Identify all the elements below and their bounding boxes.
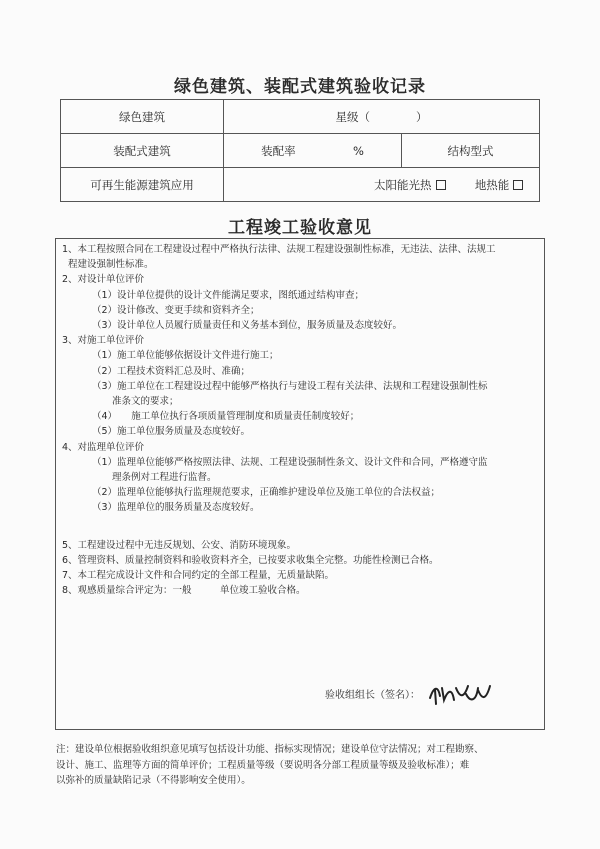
opinion-content: [62, 242, 538, 598]
list-item: （2）设计修改、变更手续和资料齐全；: [92, 304, 260, 316]
solar-thermal-label: 太阳能光热: [374, 177, 432, 192]
list-item: （1）施工单位能够依据设计文件进行施工；: [92, 350, 279, 362]
list-item: 3、对施工单位评价: [62, 335, 145, 347]
record-title: 绿色建筑、装配式建筑验收记录: [174, 77, 426, 97]
renewable-options-cell: [224, 168, 540, 202]
signature-line: [325, 680, 496, 706]
list-item: 6、管理资料、质量控制资料和验收资料齐全，已按要求收集全完整。功能性检测已合格。: [62, 554, 439, 566]
solar-thermal-checkbox: [436, 180, 446, 190]
list-item: 4、对监理单位评价: [62, 441, 145, 453]
list-item: （2）监理单位能够执行监理规范要求，正确维护建设单位及施工单位的合法权益；: [92, 487, 441, 499]
signature-label: 验收组组长（签名）：: [325, 689, 420, 701]
list-item: 理条例对工程进行监督。: [112, 472, 217, 484]
list-item: 8、观感质量综合评定为：一般 单位竣工验收合格。: [62, 585, 306, 597]
list-item: 1、本工程按照合同在工程建设过程中严格执行法律、法规工程建设强制性标准，无违法、法律、法规工: [62, 244, 496, 255]
list-item: （3）设计单位人员履行质量责任和义务基本到位，服务质量及态度较好。: [92, 320, 403, 332]
star-level-cell: 星级（ ）: [224, 100, 540, 134]
list-item: 准条文的要求；: [112, 396, 179, 408]
green-building-label: 绿色建筑: [61, 100, 224, 134]
footnote-line: 注：建设单位根据验收组织意见填写包括设计功能、指标实现情况；建设单位守法情况；对工程勘察、: [56, 744, 484, 755]
prefab-rate-unit: %: [352, 143, 364, 158]
list-item: （1）监理单位能够严格按照法律、法规、工程建设强制性条文、设计文件和合同，严格遵守监: [92, 456, 488, 468]
table-row: [61, 168, 540, 202]
table-row: [61, 134, 540, 168]
footnote-line: 以弥补的质量缺陷记录（不得影响安全使用）。: [56, 775, 251, 786]
list-item: 7、本工程完成设计文件和合同约定的全部工程量，无质量缺陷。: [62, 570, 335, 582]
prefab-rate-label: 装配率: [261, 143, 296, 158]
geothermal-label: 地热能: [474, 177, 510, 192]
list-item: 5、工程建设过程中无违反规划、公安、消防环境现象。: [62, 539, 297, 551]
handwritten-signature: [426, 680, 496, 706]
list-item: （2）工程技术资料汇总及时、准确；: [92, 365, 251, 377]
renewable-energy-label: 可再生能源建筑应用: [61, 168, 224, 202]
list-item: （5）施工单位服务质量及态度较好。: [92, 426, 251, 438]
section-title: 工程竣工验收意见: [228, 218, 372, 238]
table-row: [61, 100, 540, 134]
structure-type-label: 结构型式: [402, 134, 540, 168]
list-item: 2、对设计单位评价: [62, 274, 145, 286]
prefab-rate-cell: [224, 134, 402, 168]
list-item: （4） 施工单位执行各项质量管理制度和质量责任制度较好；: [92, 411, 360, 423]
geothermal-checkbox: [513, 180, 523, 190]
footnote: [56, 742, 544, 789]
list-item: （3）施工单位在工程建设过程中能够严格执行与建设工程有关法律、法规和工程建设强制性标: [92, 380, 488, 392]
list-item: （1）设计单位提供的设计文件能满足要求，图纸通过结构审查；: [92, 289, 365, 301]
list-item: （3）监理单位的服务质量及态度较好。: [92, 502, 260, 514]
prefab-building-label: 装配式建筑: [61, 134, 224, 168]
footnote-line: 设计、施工、监理等方面的简单评价；工程质量等级（要说明各分部工程质量等级及验收标准）；难: [56, 759, 470, 771]
building-info-table: [60, 99, 540, 202]
list-item: 程建设强制性标准。: [68, 259, 154, 271]
